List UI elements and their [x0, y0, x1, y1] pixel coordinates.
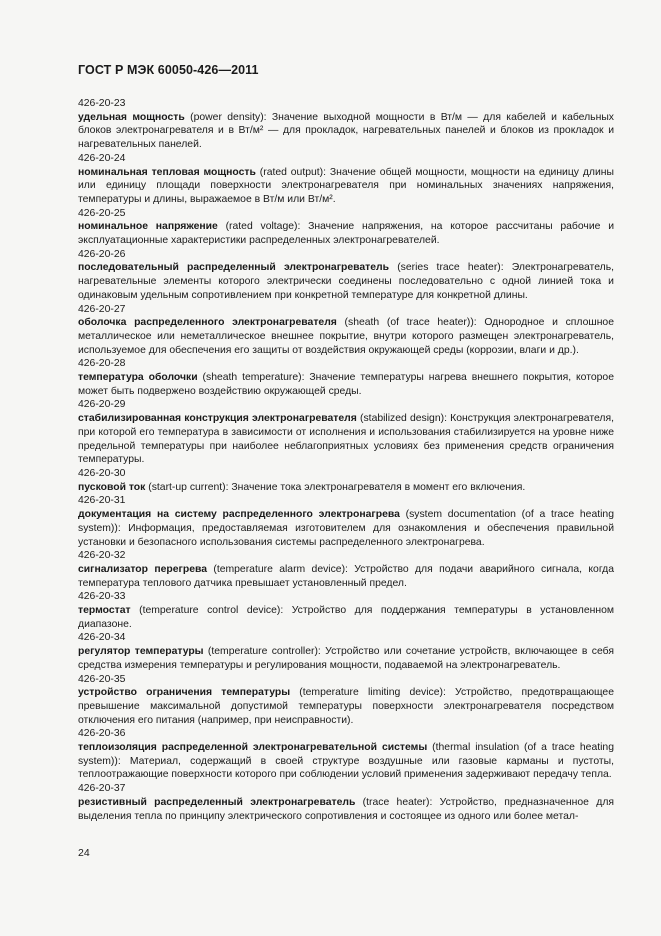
- definition-entry: [78, 248, 614, 303]
- entry-definition: [78, 796, 614, 823]
- entry-text: (rated output): Значение общей мощности, мощности на единицу длины или единицу площади поверхности электронагревателя при номинальных значениях напряжения, температуры и длины, выражаемое в Вт/м или Вт/м².: [78, 166, 614, 205]
- entry-term: оболочка распределенного электронагревателя: [78, 317, 337, 329]
- entry-term: номинальное напряжение: [78, 221, 218, 233]
- entry-text: (thermal insulation (of a trace heating system)): Материал, содержащий в своей структуре воздушные или газовые карманы и пустоты, теплоотражающие поверхности которого при соблюдении условий применения задерживают передачу тепла.: [78, 742, 614, 781]
- entry-number: 426-20-27: [78, 303, 126, 315]
- entry-definition: [78, 508, 614, 549]
- entry-definition: [78, 220, 614, 247]
- definition-entry: [78, 673, 614, 728]
- definition-entry: [78, 97, 614, 152]
- entry-definition: [78, 111, 614, 152]
- entry-definition: [78, 563, 614, 590]
- entry-term: номинальная тепловая мощность: [78, 166, 256, 178]
- entry-term: резистивный распределенный электронагреватель: [78, 796, 356, 808]
- definition-entry: [78, 152, 614, 207]
- entry-number: 426-20-32: [78, 550, 126, 562]
- entry-definition: [78, 741, 614, 782]
- entry-text: (series trace heater): Электронагреватель, нагревательные элементы которого электрически соединены последовательно с одной линией тока и одинаковым удельным сопротивлением при конкретной температуре для конкретной длины.: [78, 262, 614, 301]
- entry-term: устройство ограничения температуры: [78, 687, 291, 699]
- entry-text: (temperature control device): Устройство для поддержания температуры в установленном диапазоне.: [78, 605, 614, 630]
- entry-definition: [78, 645, 614, 672]
- definition-entry: [78, 467, 614, 494]
- entry-text: (rated voltage): Значение напряжения, на которое рассчитаны рабочие и эксплуатационные характеристики распределенных электронагревателей.: [78, 221, 614, 247]
- page-number: 24: [78, 847, 90, 859]
- entry-definition: [78, 481, 614, 495]
- entry-number: 426-20-35: [78, 673, 126, 685]
- entry-number: 426-20-30: [78, 467, 126, 479]
- entry-number: 426-20-24: [78, 152, 126, 164]
- entry-number: 426-20-37: [78, 783, 126, 795]
- entry-number: 426-20-23: [78, 98, 126, 109]
- entry-definition: [78, 261, 614, 302]
- entry-text: (temperature limiting device): Устройство, предотвращающее превышение максимальной допустимой температуры поверхности электронагревателя посредством отключения его питания (например, при неисправности).: [78, 687, 614, 726]
- entry-text: (sheath (of trace heater)): Однородное и сплошное металлическое или неметаллическое внешнее покрытие, внутри которого размещен электронагреватель, используемое для обеспечения его защиты от воздействия окружающей среды (коррозии, влаги и др.).: [78, 317, 614, 356]
- entry-term: температура оболочки: [78, 372, 198, 384]
- entry-number: 426-20-33: [78, 591, 126, 603]
- entry-number: 426-20-29: [78, 399, 126, 411]
- entry-definition: [78, 316, 614, 357]
- entry-text: (power density): Значение выходной мощности в Вт/м — для кабелей и кабельных блоков электронагревателя и в Вт/м² — для прокладок, нагревательных панелей и блоков из прокладок и нагревательных панелей.: [78, 111, 614, 151]
- entry-number: 426-20-26: [78, 248, 126, 260]
- definition-entry: [78, 590, 614, 631]
- entry-text: (sheath temperature): Значение температуры нагрева внешнего покрытия, которое может быть подвержено воздействию окружающей среды.: [78, 372, 614, 397]
- entry-term: удельная мощность: [78, 111, 185, 123]
- entry-term: последовательный распределенный электронагреватель: [78, 262, 390, 274]
- definition-entry: [78, 303, 614, 358]
- entry-number: 426-20-36: [78, 728, 126, 740]
- entry-definition: [78, 604, 614, 631]
- entry-text: (stabilized design): Конструкция электронагревателя, при которой его температура в зависимости от исполнения и использования стабилизируется на уровне ниже предельной температуры при наиболее неблагоприятных условиях без применения средств ограничения температуры.: [78, 413, 614, 466]
- entry-term: термостат: [78, 605, 131, 617]
- entry-text: (temperature controller): Устройство или сочетание устройств, включающее в себя средства измерения температуры и регулирования мощности, подаваемой на электронагреватель.: [78, 646, 614, 671]
- entry-number: 426-20-28: [78, 358, 126, 370]
- entry-term: сигнализатор перегрева: [78, 563, 208, 575]
- entry-number: 426-20-34: [78, 632, 126, 644]
- definition-entry: [78, 549, 614, 590]
- entry-definition: [78, 166, 614, 207]
- definition-entry: [78, 631, 614, 672]
- definition-entry: [78, 727, 614, 782]
- definition-entry: [78, 398, 614, 467]
- entry-text: (temperature alarm device): Устройство для подачи аварийного сигнала, когда температура теплового датчика превышает установленный предел.: [78, 563, 614, 589]
- entry-term: регулятор температуры: [78, 646, 204, 658]
- entry-text: (system documentation (of a trace heating system)): Информация, предоставляемая изготовителем для ознакомления и обеспечения правильной установки и безопасного использования системы распределенного электронагрева.: [78, 509, 614, 548]
- entry-term: документация на систему распределенного электронагрева: [78, 509, 400, 521]
- definition-entry: [78, 782, 614, 823]
- entry-term: пусковой ток: [78, 481, 146, 493]
- definition-entry: [78, 494, 614, 549]
- entry-definition: [78, 412, 614, 467]
- definition-entry: [78, 357, 614, 398]
- definitions-list: [78, 97, 614, 823]
- definition-entry: [78, 207, 614, 248]
- entry-term: стабилизированная конструкция электронагревателя: [78, 413, 357, 425]
- entry-text: (trace heater): Устройство, предназначенное для выделения тепла по принципу электрического сопротивления и состоящее из одного или более метал-: [78, 796, 615, 822]
- entry-text: (start-up current): Значение тока электронагревателя в момент его включения.: [145, 481, 526, 493]
- entry-number: 426-20-31: [78, 495, 126, 507]
- entry-number: 426-20-25: [78, 207, 126, 219]
- entry-term: теплоизоляция распределенной электронагревательной системы: [78, 742, 428, 754]
- entry-definition: [78, 686, 614, 727]
- document-header: ГОСТ Р МЭК 60050-426—2011: [78, 63, 259, 77]
- entry-definition: [78, 371, 614, 398]
